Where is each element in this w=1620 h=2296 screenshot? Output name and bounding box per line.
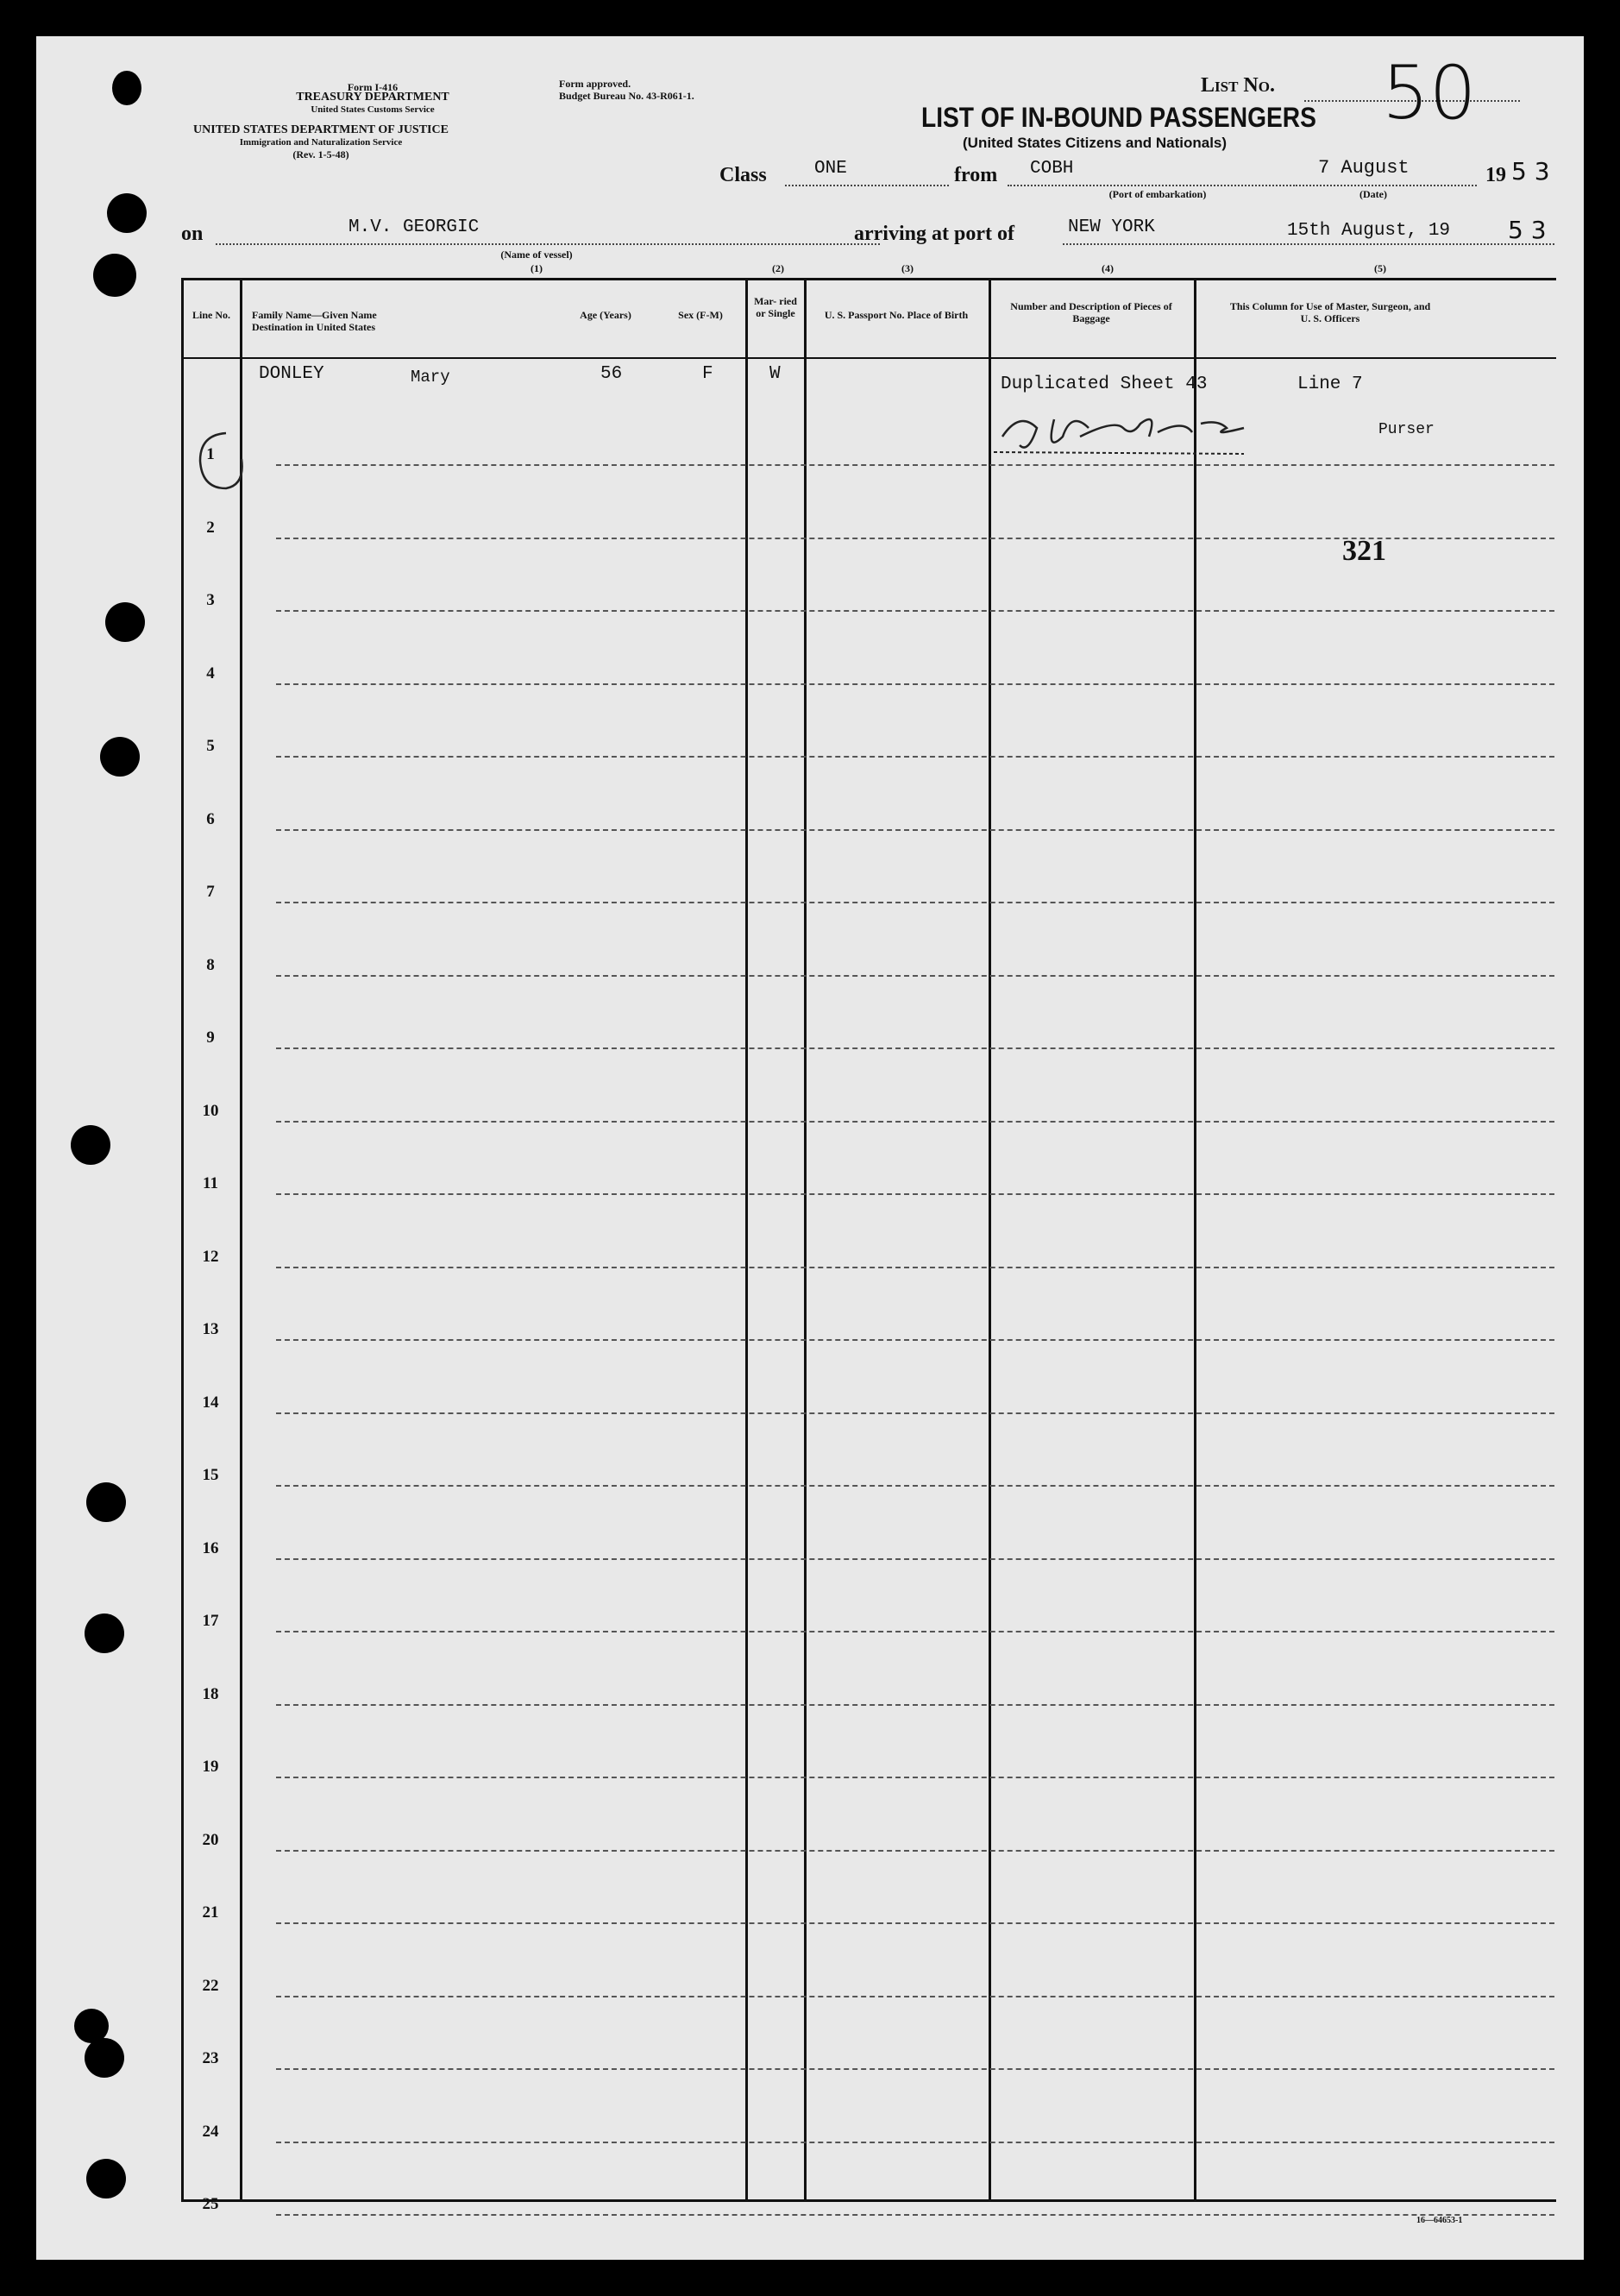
list-number-value: 50 (1382, 50, 1477, 136)
purser-label: Purser (1378, 421, 1435, 438)
table-row (276, 1704, 1554, 1706)
header-sex: Sex (F-M) (678, 309, 723, 321)
table-row (276, 683, 1554, 685)
sheet-stamp-number: 321 (1342, 535, 1386, 567)
table-row (276, 829, 1554, 831)
column-number-5: (5) (1374, 262, 1386, 274)
header-name: Family Name—Given Name Destination in United States (252, 309, 377, 333)
punch-hole (71, 1125, 110, 1165)
header-line-no: Line No. (192, 309, 230, 321)
punch-hole (105, 602, 145, 642)
entry-sex: F (702, 364, 713, 384)
vessel-line (216, 243, 880, 245)
table-row (276, 1047, 1554, 1049)
row-number: 15 (202, 1466, 219, 1484)
port-line (1008, 185, 1297, 186)
table-row (276, 1485, 1554, 1487)
table-row (276, 1850, 1554, 1852)
revision-date: (Rev. 1-5-48) (292, 148, 349, 160)
column-number-2: (2) (772, 262, 784, 274)
table-row (276, 902, 1554, 903)
table-row (276, 2214, 1554, 2216)
column-number-3: (3) (901, 262, 914, 274)
table-row (276, 610, 1554, 612)
row-number: 20 (202, 1830, 219, 1849)
row-number: 13 (202, 1320, 219, 1338)
row-number: 10 (202, 1101, 219, 1120)
vessel-column-number: (1) (531, 262, 543, 274)
row-number: 3 (206, 591, 215, 609)
arrival-line (1063, 243, 1554, 245)
table-row (276, 1631, 1554, 1632)
row-number: 24 (202, 2122, 219, 2141)
punch-hole (85, 2038, 124, 2078)
immigration-service: Immigration and Naturalization Service (239, 137, 403, 148)
table-row (276, 1267, 1554, 1268)
on-label: on (181, 223, 204, 245)
row-number: 7 (206, 883, 215, 901)
punch-hole (112, 71, 141, 105)
justice-department: UNITED STATES DEPARTMENT OF JUSTICE (193, 123, 449, 136)
class-value: ONE (814, 159, 847, 179)
entry-marital: W (769, 364, 781, 384)
table-row (276, 2142, 1554, 2143)
year-value: 5 3 (1511, 157, 1550, 186)
header-age: Age (Years) (580, 309, 631, 321)
table-row (276, 756, 1554, 758)
entry-duplicate-note: Duplicated Sheet 43 (1001, 374, 1208, 394)
row-number: 12 (202, 1247, 219, 1266)
arrival-date: 15th August, 19 (1287, 221, 1451, 241)
column-divider (804, 280, 807, 2202)
table-row (276, 1193, 1554, 1195)
column-divider (745, 280, 748, 2202)
column-divider (1194, 280, 1196, 2202)
entry-age: 56 (600, 364, 623, 384)
table-row (276, 464, 1554, 466)
row-number: 8 (206, 955, 215, 974)
class-label: Class (719, 164, 767, 186)
column-divider (989, 280, 991, 2202)
column-number-4: (4) (1102, 262, 1114, 274)
purser-signature (985, 385, 1296, 462)
vessel-caption: (Name of vessel) (500, 248, 573, 261)
header-rule (181, 357, 1556, 359)
punch-hole (86, 2159, 126, 2198)
date-caption: (Date) (1359, 188, 1387, 200)
table-row (276, 1412, 1554, 1414)
row-number: 17 (202, 1612, 219, 1630)
row-number: 2 (206, 518, 215, 537)
arrival-port: NEW YORK (1068, 217, 1155, 237)
form-approved: Form approved. (559, 78, 631, 90)
entry-line-reference: Line 7 (1297, 374, 1363, 394)
row-number: 6 (206, 809, 215, 828)
table-row (276, 2068, 1554, 2070)
table-row (276, 538, 1554, 539)
entry-given-name: Mary (411, 368, 450, 387)
row-number: 11 (203, 1174, 218, 1192)
class-line (785, 185, 949, 186)
form-sheet (36, 36, 1584, 2260)
form-number: Form I-416 (347, 81, 399, 93)
budget-bureau: Budget Bureau No. 43-R061-1. (559, 90, 694, 102)
customs-service: United States Customs Service (311, 104, 435, 115)
port-caption: (Port of embarkation) (1108, 188, 1207, 200)
column-divider (240, 280, 242, 2202)
port-of-embarkation: COBH (1030, 159, 1074, 179)
row-number: 22 (202, 1976, 219, 1995)
header-officers: This Column for Use of Master, Surgeon, and U. S. Officers (1229, 300, 1431, 324)
row-number: 23 (202, 2049, 219, 2067)
table-row (276, 975, 1554, 977)
row-number: 5 (206, 737, 215, 755)
table-row (276, 1339, 1554, 1341)
arrival-year: 5 3 (1508, 216, 1547, 244)
row-number: 25 (202, 2195, 219, 2213)
row-number: 14 (202, 1393, 219, 1412)
punch-hole (100, 737, 140, 777)
punch-hole (93, 254, 136, 297)
arriving-label: arriving at port of (854, 223, 1014, 245)
list-number-label: List No. (1201, 74, 1275, 97)
date-line (1296, 185, 1477, 186)
row-number: 1 (206, 445, 215, 463)
table-row (276, 1121, 1554, 1123)
punch-hole (86, 1482, 126, 1522)
page-subtitle: (United States Citizens and Nationals) (963, 135, 1228, 151)
vessel-name: M.V. GEORGIC (348, 217, 480, 237)
header-baggage: Number and Description of Pieces of Baggage (1010, 300, 1172, 324)
header-passport: U. S. Passport No. Place of Birth (824, 309, 969, 321)
from-label: from (954, 164, 998, 186)
row-number: 16 (202, 1538, 219, 1557)
treasury-department: TREASURY DEPARTMENT (296, 91, 449, 104)
table-row (276, 1922, 1554, 1924)
row-number: 18 (202, 1684, 219, 1703)
row-number: 4 (206, 664, 215, 683)
row-number: 9 (206, 1028, 215, 1047)
table-row (276, 1777, 1554, 1778)
punch-hole (107, 193, 147, 233)
entry-family-name: DONLEY (259, 364, 324, 384)
table-row (276, 1558, 1554, 1560)
embarkation-date: 7 August (1318, 157, 1410, 179)
row-number: 19 (202, 1758, 219, 1776)
table-row (276, 1996, 1554, 1997)
footer-code: 16—64653-1 (1416, 2216, 1463, 2225)
page-title: LIST OF IN-BOUND PASSENGERS (921, 102, 1316, 133)
punch-hole (85, 1613, 124, 1653)
year-prefix: 19 (1485, 164, 1506, 186)
header-marital: Mar- ried or Single (754, 295, 797, 319)
row-number: 21 (202, 1903, 219, 1922)
